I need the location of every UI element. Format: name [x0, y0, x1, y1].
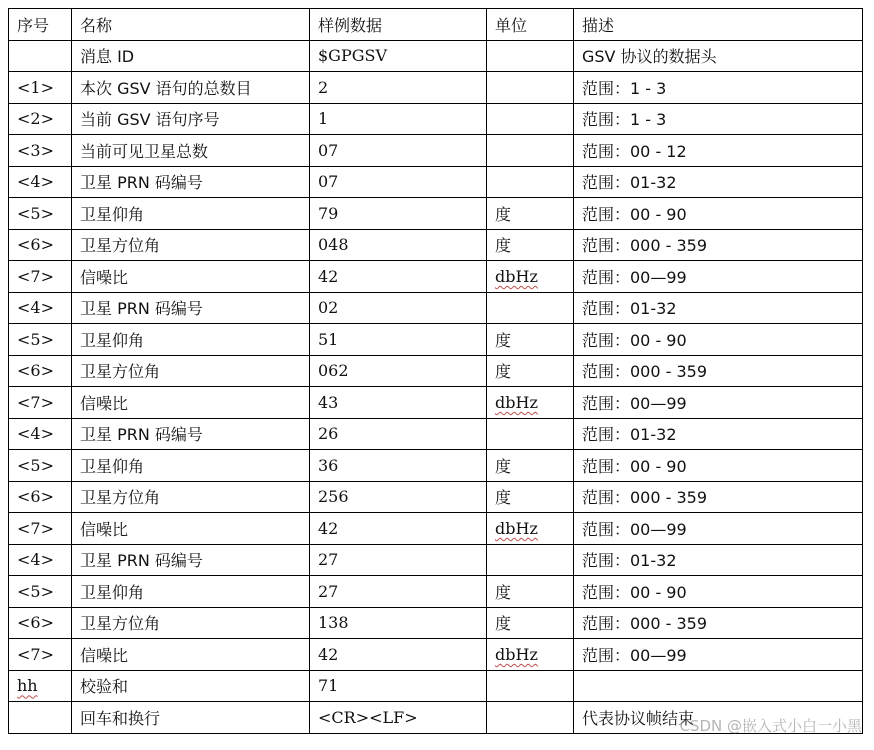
cell-sample: 42: [310, 639, 487, 671]
cell-name: 卫星方位角: [72, 607, 310, 639]
cell-sample: <CR><LF>: [310, 702, 487, 734]
cell-sample: $GPGSV: [310, 40, 487, 72]
cell-unit: 度: [487, 229, 574, 261]
table-row: [9, 229, 863, 261]
cell-desc: 范围：00—99: [574, 261, 863, 293]
cell-seq: <5>: [9, 324, 72, 356]
cell-desc: 范围：00 - 90: [574, 576, 863, 608]
cell-desc: 范围：1 - 3: [574, 103, 863, 135]
table-row: [9, 576, 863, 608]
header-seq: 序号: [9, 9, 72, 41]
table-row: [9, 72, 863, 104]
gsv-protocol-table: [8, 8, 863, 734]
cell-unit: [487, 166, 574, 198]
cell-name: 回车和换行: [72, 702, 310, 734]
cell-name: 卫星仰角: [72, 198, 310, 230]
table-row: [9, 607, 863, 639]
table-row: [9, 355, 863, 387]
cell-sample: 43: [310, 387, 487, 419]
header-name: 名称: [72, 9, 310, 41]
cell-sample: 1: [310, 103, 487, 135]
cell-desc: 范围：00—99: [574, 639, 863, 671]
cell-sample: 138: [310, 607, 487, 639]
cell-seq: <7>: [9, 639, 72, 671]
cell-desc: 范围：00—99: [574, 513, 863, 545]
cell-unit: 度: [487, 576, 574, 608]
header-desc: 描述: [574, 9, 863, 41]
table-row: [9, 513, 863, 545]
cell-sample: 42: [310, 261, 487, 293]
table-row: [9, 135, 863, 167]
cell-unit: [487, 103, 574, 135]
cell-name: 信噪比: [72, 387, 310, 419]
cell-desc: 范围：00 - 12: [574, 135, 863, 167]
cell-seq: hh: [9, 670, 72, 702]
cell-unit: dbHz: [487, 513, 574, 545]
cell-desc: 范围：000 - 359: [574, 355, 863, 387]
cell-seq: <4>: [9, 544, 72, 576]
cell-unit: 度: [487, 607, 574, 639]
cell-name: 卫星 PRN 码编号: [72, 418, 310, 450]
header-unit: 单位: [487, 9, 574, 41]
table-row: [9, 418, 863, 450]
cell-unit: [487, 135, 574, 167]
header-sample: 样例数据: [310, 9, 487, 41]
cell-desc: 范围：01-32: [574, 544, 863, 576]
cell-unit: 度: [487, 481, 574, 513]
cell-sample: 2: [310, 72, 487, 104]
cell-desc: 代表协议帧结束: [574, 702, 863, 734]
cell-seq: <2>: [9, 103, 72, 135]
cell-unit: 度: [487, 450, 574, 482]
cell-name: 卫星 PRN 码编号: [72, 544, 310, 576]
cell-name: 卫星方位角: [72, 229, 310, 261]
table-row: [9, 544, 863, 576]
cell-unit: 度: [487, 198, 574, 230]
cell-sample: 79: [310, 198, 487, 230]
cell-unit: [487, 670, 574, 702]
cell-sample: 42: [310, 513, 487, 545]
cell-name: 卫星 PRN 码编号: [72, 166, 310, 198]
cell-unit: dbHz: [487, 639, 574, 671]
cell-unit: [487, 702, 574, 734]
cell-sample: 07: [310, 135, 487, 167]
cell-desc: GSV 协议的数据头: [574, 40, 863, 72]
table-row: [9, 639, 863, 671]
cell-sample: 27: [310, 576, 487, 608]
cell-desc: 范围：00—99: [574, 387, 863, 419]
table-row: [9, 198, 863, 230]
cell-name: 消息 ID: [72, 40, 310, 72]
cell-unit: [487, 418, 574, 450]
cell-sample: 062: [310, 355, 487, 387]
cell-seq: <5>: [9, 450, 72, 482]
header-row: [9, 9, 863, 41]
cell-unit: [487, 72, 574, 104]
table-row: [9, 261, 863, 293]
cell-name: 当前可见卫星总数: [72, 135, 310, 167]
cell-seq: <5>: [9, 198, 72, 230]
cell-seq: <5>: [9, 576, 72, 608]
cell-desc: 范围：1 - 3: [574, 72, 863, 104]
cell-desc: 范围：00 - 90: [574, 198, 863, 230]
cell-desc: 范围：00 - 90: [574, 324, 863, 356]
cell-seq: <3>: [9, 135, 72, 167]
table-row: [9, 387, 863, 419]
cell-seq: [9, 40, 72, 72]
cell-unit: dbHz: [487, 261, 574, 293]
cell-name: 当前 GSV 语句序号: [72, 103, 310, 135]
cell-name: 卫星方位角: [72, 355, 310, 387]
cell-seq: <6>: [9, 229, 72, 261]
cell-unit: dbHz: [487, 387, 574, 419]
cell-desc: 范围：000 - 359: [574, 229, 863, 261]
cell-name: 卫星 PRN 码编号: [72, 292, 310, 324]
cell-name: 卫星仰角: [72, 450, 310, 482]
table-row: [9, 292, 863, 324]
cell-unit: [487, 292, 574, 324]
table-row: [9, 450, 863, 482]
cell-name: 信噪比: [72, 513, 310, 545]
table-row: [9, 702, 863, 734]
table-row: [9, 103, 863, 135]
cell-unit: [487, 40, 574, 72]
cell-name: 卫星仰角: [72, 576, 310, 608]
cell-sample: 51: [310, 324, 487, 356]
cell-name: 信噪比: [72, 639, 310, 671]
cell-unit: 度: [487, 324, 574, 356]
cell-desc: 范围：000 - 359: [574, 481, 863, 513]
table-row: [9, 166, 863, 198]
cell-seq: <6>: [9, 355, 72, 387]
cell-seq: <7>: [9, 513, 72, 545]
cell-desc: [574, 670, 863, 702]
cell-desc: 范围：01-32: [574, 166, 863, 198]
cell-seq: <7>: [9, 261, 72, 293]
cell-sample: 36: [310, 450, 487, 482]
cell-sample: 07: [310, 166, 487, 198]
cell-seq: <4>: [9, 292, 72, 324]
cell-seq: <4>: [9, 418, 72, 450]
cell-name: 校验和: [72, 670, 310, 702]
cell-seq: <6>: [9, 481, 72, 513]
cell-desc: 范围：00 - 90: [574, 450, 863, 482]
cell-seq: <7>: [9, 387, 72, 419]
cell-name: 本次 GSV 语句的总数目: [72, 72, 310, 104]
cell-seq: <1>: [9, 72, 72, 104]
cell-seq: <4>: [9, 166, 72, 198]
cell-unit: [487, 544, 574, 576]
cell-desc: 范围：000 - 359: [574, 607, 863, 639]
cell-sample: 048: [310, 229, 487, 261]
cell-desc: 范围：01-32: [574, 418, 863, 450]
cell-name: 卫星方位角: [72, 481, 310, 513]
cell-unit: 度: [487, 355, 574, 387]
cell-sample: 27: [310, 544, 487, 576]
cell-sample: 256: [310, 481, 487, 513]
table-row: [9, 324, 863, 356]
cell-desc: 范围：01-32: [574, 292, 863, 324]
cell-seq: <6>: [9, 607, 72, 639]
cell-name: 卫星仰角: [72, 324, 310, 356]
cell-sample: 26: [310, 418, 487, 450]
table-row: [9, 40, 863, 72]
table-row: [9, 670, 863, 702]
cell-name: 信噪比: [72, 261, 310, 293]
cell-sample: 02: [310, 292, 487, 324]
cell-seq: [9, 702, 72, 734]
watermark: CSDN @嵌入式小白一小黑: [679, 717, 862, 735]
table-row: [9, 481, 863, 513]
cell-sample: 71: [310, 670, 487, 702]
